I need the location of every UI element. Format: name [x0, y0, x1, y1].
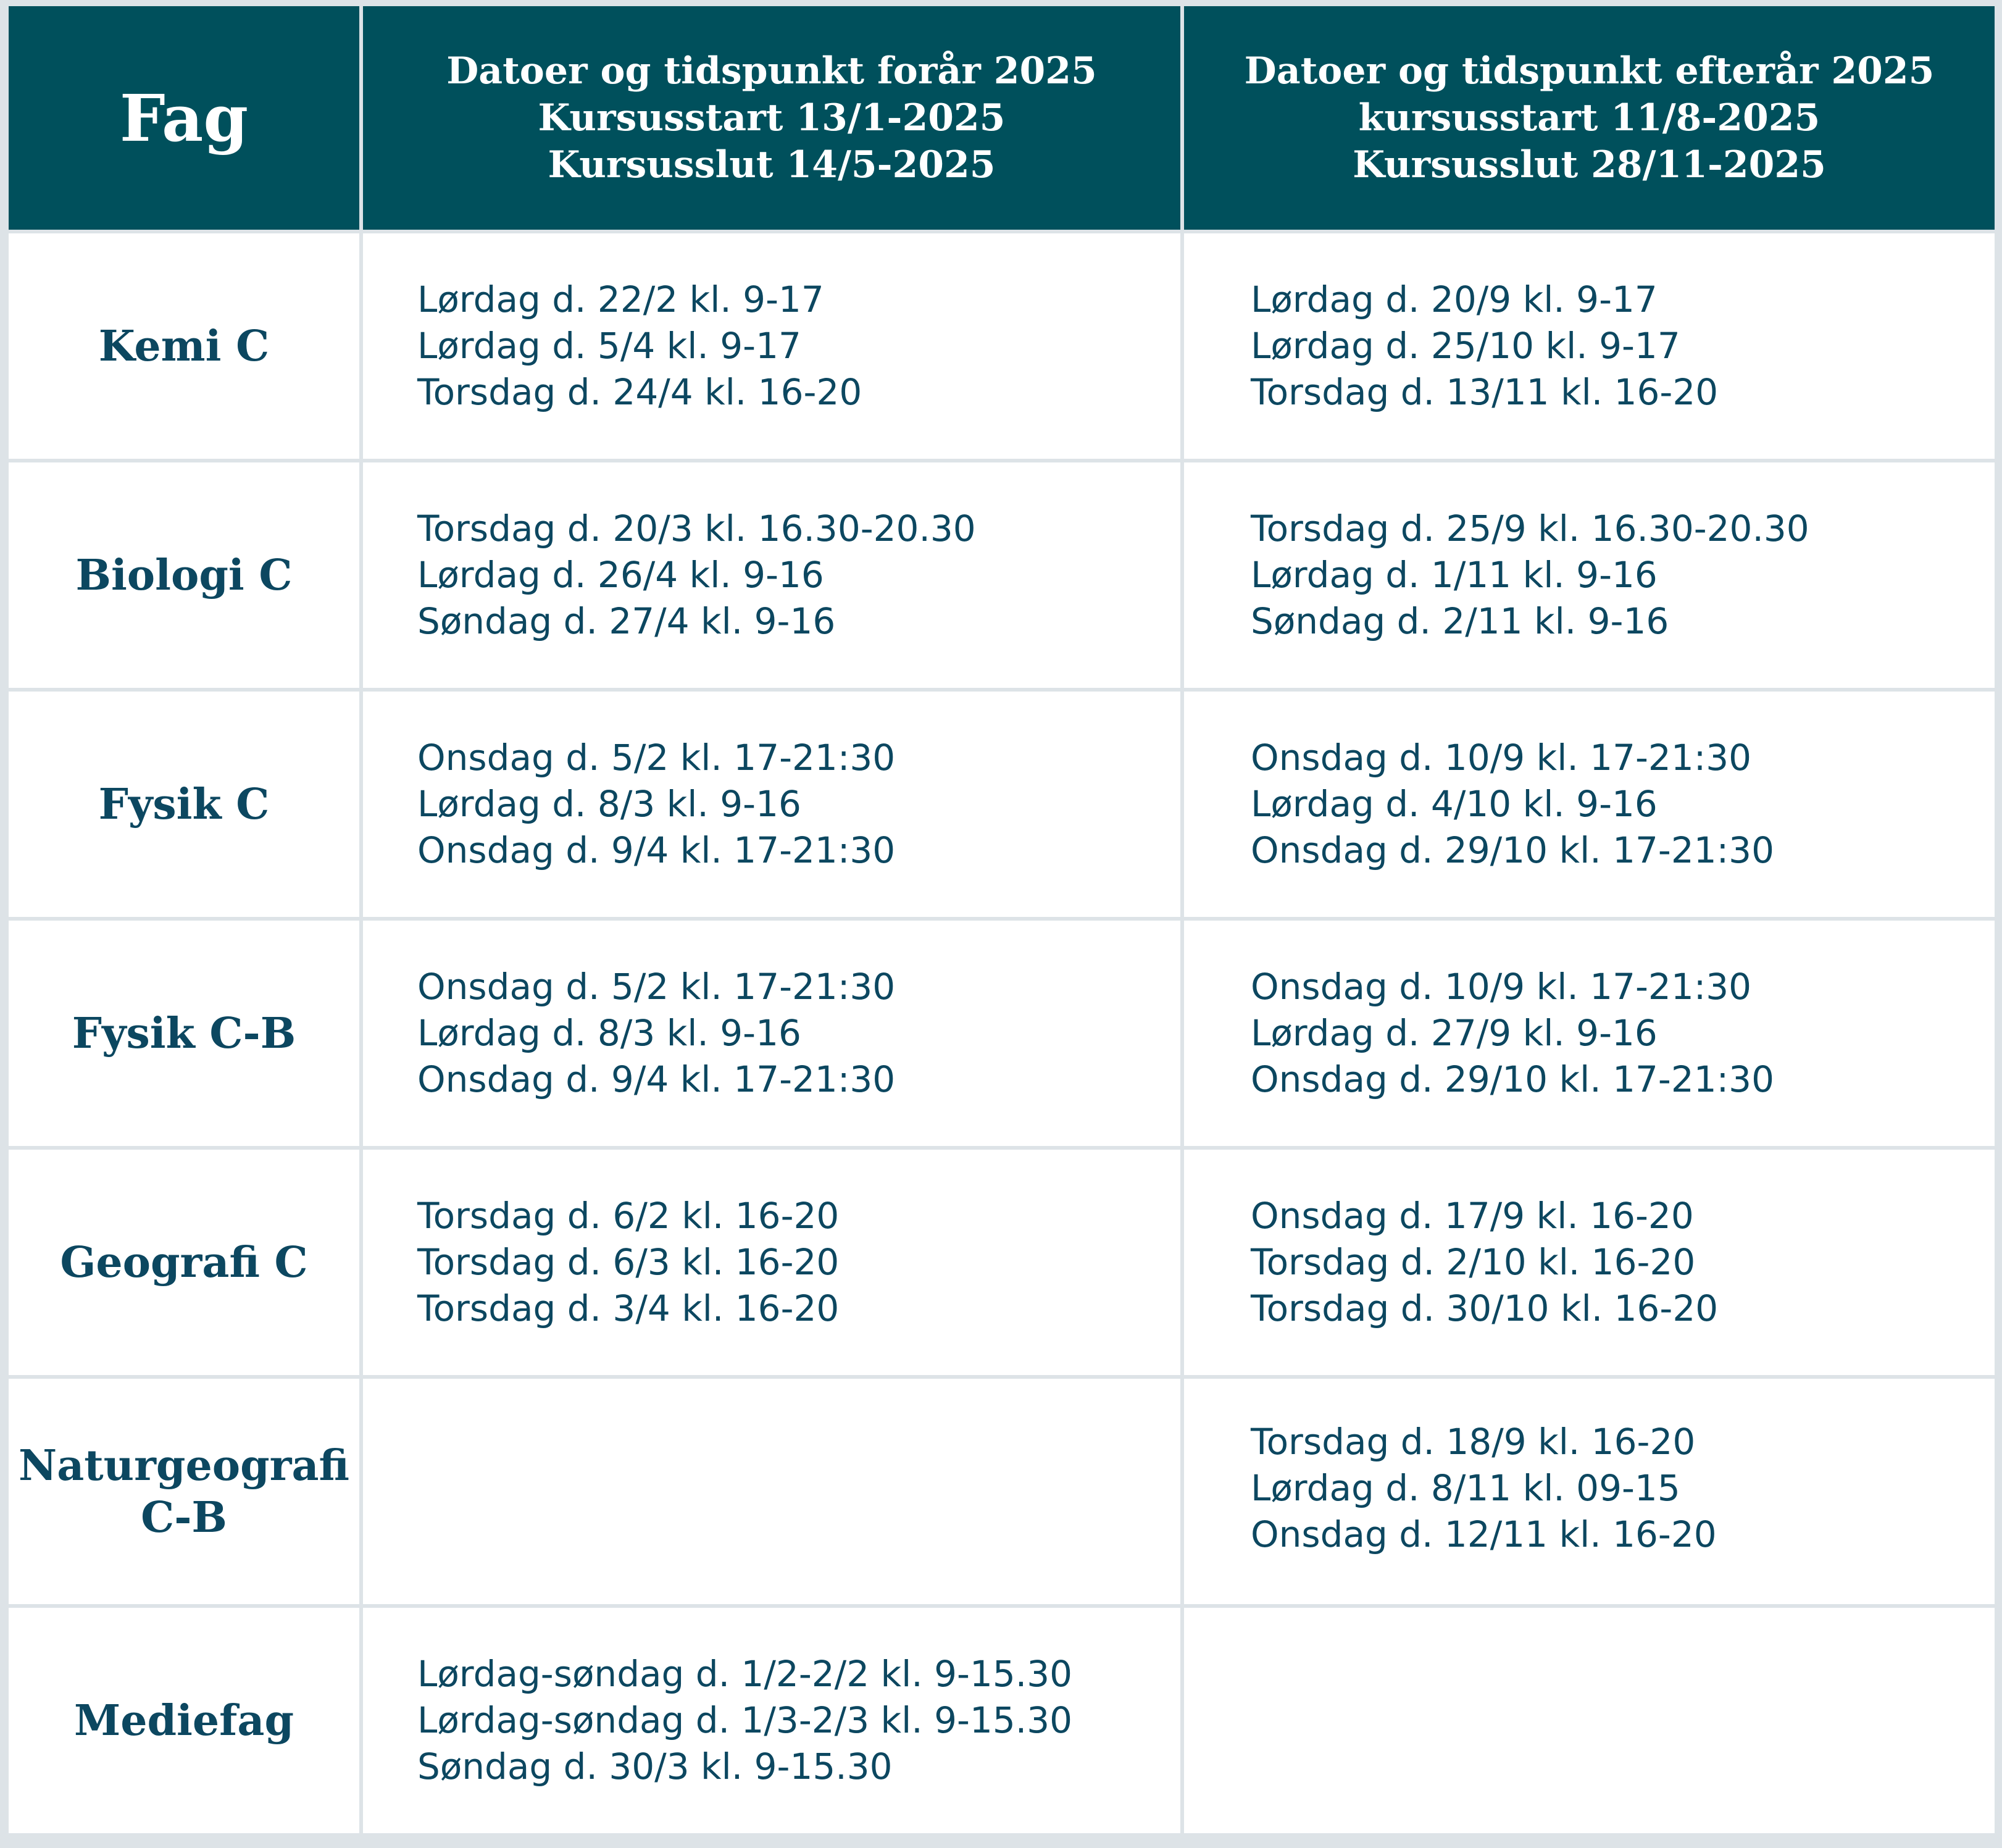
- date-line: Lørdag d. 5/4 kl. 9-17: [417, 325, 801, 367]
- header-autumn-start: kursusstart 11/8-2025: [1358, 96, 1821, 140]
- subject-label-line2: C-B: [141, 1492, 227, 1542]
- subject-fysik-c: [9, 692, 359, 917]
- date-line: Torsdag d. 2/10 kl. 16-20: [1251, 1241, 1696, 1283]
- dates-spring-geografi-c: [363, 1150, 1180, 1375]
- header-spring-start: Kursusstart 13/1-2025: [538, 96, 1006, 140]
- date-line: Lørdag d. 27/9 kl. 9-16: [1251, 1012, 1658, 1054]
- date-line: Torsdag d. 24/4 kl. 16-20: [417, 371, 862, 413]
- subject-label: Geografi C: [60, 1237, 308, 1287]
- date-line: Lørdag d. 20/9 kl. 9-17: [1251, 278, 1658, 320]
- date-line: Søndag d. 30/3 kl. 9-15.30: [417, 1746, 893, 1787]
- subject-mediefag: [9, 1608, 359, 1833]
- date-line: Torsdag d. 20/3 kl. 16.30-20.30: [417, 508, 976, 550]
- date-line: Torsdag d. 18/9 kl. 16-20: [1251, 1421, 1696, 1463]
- date-line: Lørdag d. 26/4 kl. 9-16: [417, 554, 824, 596]
- date-line: Onsdag d. 29/10 kl. 17-21:30: [1251, 829, 1774, 871]
- date-line: Lørdag d. 8/3 kl. 9-16: [417, 783, 801, 825]
- date-line: Onsdag d. 9/4 kl. 17-21:30: [417, 1058, 896, 1100]
- date-line: Søndag d. 27/4 kl. 9-16: [417, 600, 836, 642]
- date-line: Lørdag-søndag d. 1/2-2/2 kl. 9-15.30: [417, 1653, 1072, 1695]
- date-line: Onsdag d. 5/2 kl. 17-21:30: [417, 966, 896, 1008]
- dates-spring-kemi-c: [363, 233, 1180, 459]
- header-spring-end: Kursusslut 14/5-2025: [548, 143, 996, 186]
- dates-spring-biologi-c: [363, 462, 1180, 688]
- subject-label: Mediefag: [73, 1695, 294, 1746]
- date-line: Torsdag d. 25/9 kl. 16.30-20.30: [1251, 508, 1809, 550]
- date-line: Torsdag d. 3/4 kl. 16-20: [417, 1287, 840, 1329]
- dates-autumn-naturgeografi-c-b: [1184, 1379, 1995, 1604]
- subject-naturgeografi-c-b: [9, 1379, 359, 1604]
- subject-label: Kemi C: [98, 321, 270, 371]
- subject-label: Biologi C: [75, 550, 293, 600]
- date-line: Lørdag d. 4/10 kl. 9-16: [1251, 783, 1658, 825]
- subject-label: Fysik C: [98, 779, 270, 829]
- dates-autumn-biologi-c: [1184, 462, 1995, 688]
- subject-fysik-c-b: [9, 921, 359, 1146]
- date-line: Søndag d. 2/11 kl. 9-16: [1251, 600, 1669, 642]
- date-line: Onsdag d. 10/9 kl. 17-21:30: [1251, 737, 1752, 779]
- date-line: Onsdag d. 9/4 kl. 17-21:30: [417, 829, 896, 871]
- header-autumn: [1184, 6, 1995, 230]
- subject-biologi-c: [9, 462, 359, 688]
- header-spring: [363, 6, 1180, 230]
- date-line: Lørdag d. 8/11 kl. 09-15: [1251, 1467, 1680, 1509]
- dates-autumn-fysik-c-b: [1184, 921, 1995, 1146]
- date-line: Onsdag d. 12/11 kl. 16-20: [1251, 1513, 1717, 1555]
- header-fag-label: Fag: [119, 80, 249, 156]
- dates-spring-fysik-c: [363, 692, 1180, 917]
- dates-autumn-kemi-c: [1184, 233, 1995, 459]
- date-line: Onsdag d. 10/9 kl. 17-21:30: [1251, 966, 1752, 1008]
- date-line: Onsdag d. 29/10 kl. 17-21:30: [1251, 1058, 1774, 1100]
- date-line: Torsdag d. 6/2 kl. 16-20: [417, 1195, 840, 1237]
- subject-label: Naturgeografi: [19, 1440, 349, 1491]
- dates-autumn-fysik-c: [1184, 692, 1995, 917]
- dates-spring-mediefag: [363, 1608, 1180, 1833]
- dates-autumn-mediefag: [1184, 1608, 1995, 1833]
- date-line: Lørdag d. 1/11 kl. 9-16: [1251, 554, 1658, 596]
- dates-autumn-geografi-c: [1184, 1150, 1995, 1375]
- dates-spring-fysik-c-b: [363, 921, 1180, 1146]
- date-line: Lørdag d. 8/3 kl. 9-16: [417, 1012, 801, 1054]
- header-fag: [9, 6, 359, 230]
- header-autumn-end: Kursusslut 28/11-2025: [1353, 143, 1826, 186]
- date-line: Onsdag d. 17/9 kl. 16-20: [1251, 1195, 1694, 1237]
- date-line: Lørdag d. 22/2 kl. 9-17: [417, 278, 824, 320]
- date-line: Onsdag d. 5/2 kl. 17-21:30: [417, 737, 896, 779]
- date-line: Lørdag-søndag d. 1/3-2/3 kl. 9-15.30: [417, 1699, 1072, 1741]
- subject-geografi-c: [9, 1150, 359, 1375]
- date-line: Torsdag d. 13/11 kl. 16-20: [1251, 371, 1719, 413]
- subject-label: Fysik C-B: [72, 1008, 296, 1058]
- subject-kemi-c: [9, 233, 359, 459]
- date-line: Torsdag d. 6/3 kl. 16-20: [417, 1241, 840, 1283]
- date-line: Torsdag d. 30/10 kl. 16-20: [1251, 1287, 1719, 1329]
- header-spring-title: Datoer og tidspunkt forår 2025: [446, 49, 1097, 93]
- dates-spring-naturgeografi-c-b: [363, 1379, 1180, 1604]
- header-autumn-title: Datoer og tidspunkt efterår 2025: [1244, 49, 1935, 93]
- date-line: Lørdag d. 25/10 kl. 9-17: [1251, 325, 1680, 367]
